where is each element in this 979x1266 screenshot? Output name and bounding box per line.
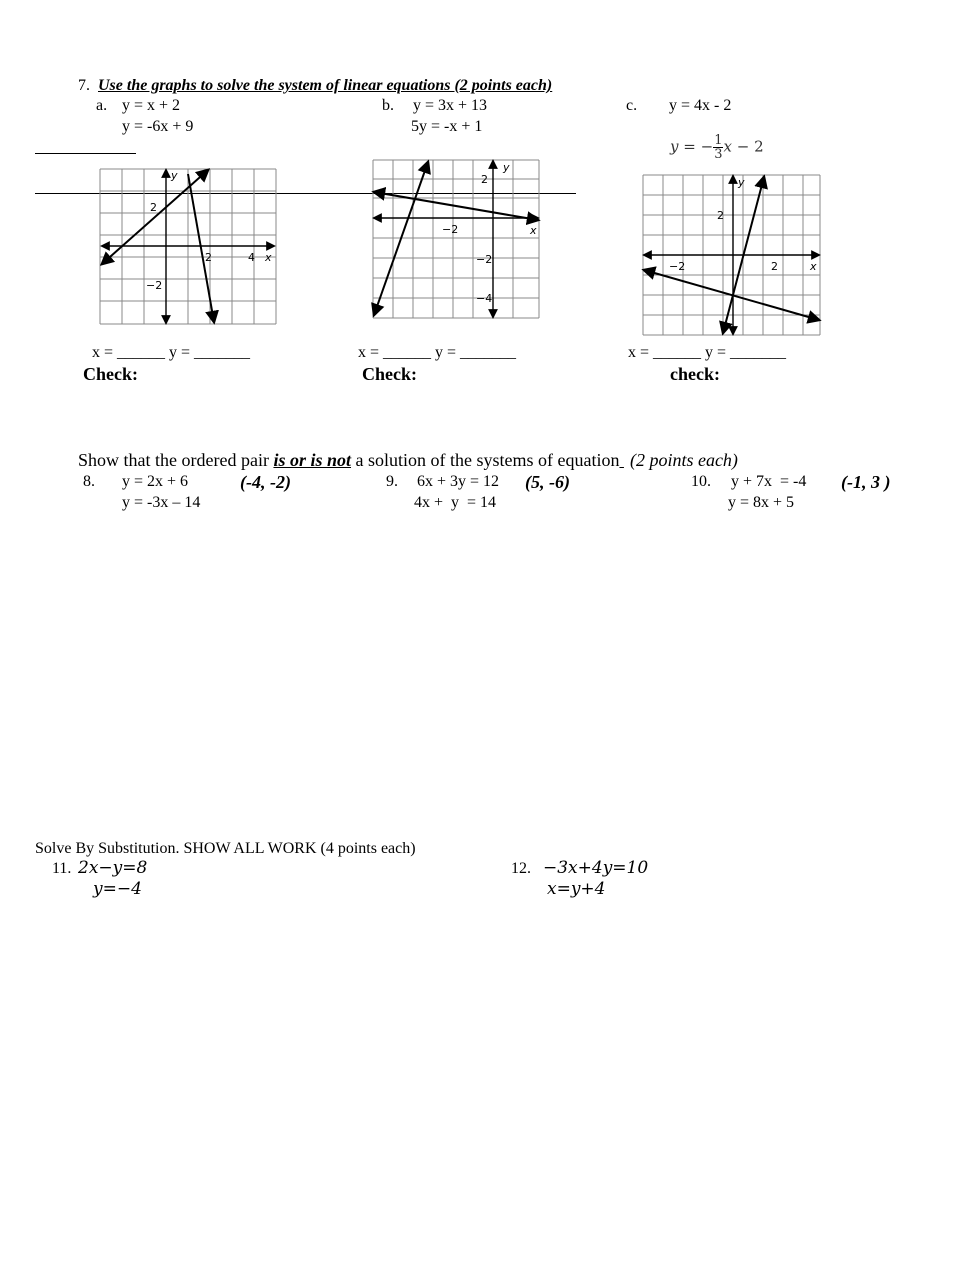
graph-c-tick-x2: 2: [771, 260, 778, 273]
graph-a-tick-y2: 2: [150, 201, 157, 214]
points-note: (2 points each): [629, 450, 738, 470]
graph-b-tick-y2: 2: [481, 173, 488, 186]
question-7-title: Use the graphs to solve the system of linear equations (2 points each): [98, 77, 553, 94]
problem-a-eq2: y = -6x + 9: [122, 118, 194, 135]
problem-12-eq2: x=y+4: [547, 879, 606, 899]
short-rule: [35, 153, 136, 154]
graph-b-tick-xm2: −2: [442, 223, 459, 236]
graph-b-tick-ym2: −2: [476, 253, 493, 266]
problem-a-eq1: y = x + 2: [122, 97, 181, 114]
problem-8-number: 8.: [83, 473, 95, 490]
graph-a-tick-x4: 4: [248, 251, 255, 264]
graph-c-y-label: y: [738, 176, 745, 189]
problem-c-eq1: y = 4x - 2: [669, 97, 732, 114]
problem-9-eq1: 6x + 3y = 12: [417, 473, 500, 490]
graph-c-tick-xm2: −2: [669, 260, 686, 273]
graph-a-line-1: [102, 170, 208, 264]
problem-10-ordered-pair: (-1, 3 ): [841, 472, 891, 492]
problem-10-eq2: y = 8x + 5: [728, 494, 795, 511]
fraction: $\frac{1}{3}$: [714, 133, 723, 162]
problem-12-eq1: −3x+4y=10: [543, 858, 649, 878]
graph-a-x-label: x: [265, 251, 272, 264]
problem-b-eq1: y = 3x + 13: [413, 97, 488, 114]
problem-c-answer-line[interactable]: x = ______ y = _______: [628, 344, 787, 361]
ordered-pair-instructions: Show that the ordered pair is or is not a solution of the systems of equation (2 points each): [78, 450, 738, 470]
is-or-is-not: is or is not: [273, 450, 351, 470]
problem-8-eq1: y = 2x + 6: [122, 473, 189, 490]
problem-b-letter: b.: [382, 97, 394, 114]
graph-c: [640, 172, 825, 342]
problem-9-number: 9.: [386, 473, 398, 490]
problem-11-number: 11.: [52, 860, 72, 877]
graph-a-tick-x2: 2: [205, 251, 212, 264]
graph-b-y-label: y: [503, 161, 510, 174]
problem-12-number: 12.: [511, 860, 531, 877]
problem-9-ordered-pair: (5, -6): [525, 472, 570, 492]
question-7-heading: [78, 76, 552, 96]
problem-c-check: check:: [670, 364, 720, 384]
problem-8-eq2: y = -3x – 14: [122, 494, 201, 511]
problem-b-check: Check:: [362, 364, 417, 384]
problem-c-letter: c.: [626, 97, 638, 114]
problem-10-eq1: y + 7x = -4: [731, 473, 807, 490]
problem-b-answer-line[interactable]: x = ______ y = _______: [358, 344, 517, 361]
problem-11-eq1: 2x−y=8: [78, 858, 148, 878]
problem-8-ordered-pair: (-4, -2): [240, 472, 291, 492]
problem-b-eq2: 5y = -x + 1: [411, 118, 483, 135]
graph-a-y-label: y: [171, 169, 178, 182]
problem-c-eq2: y = − $\frac{1}{3}$ x − 2: [670, 133, 764, 162]
graph-c-tick-y2: 2: [717, 209, 724, 222]
graph-b-x-label: x: [530, 224, 537, 237]
graph-b: [370, 158, 545, 323]
substitution-heading: Solve By Substitution. SHOW ALL WORK (4 points each): [35, 840, 416, 857]
problem-a-letter: a.: [96, 97, 108, 114]
problem-a-answer-line[interactable]: x = ______ y = _______: [92, 344, 251, 361]
problem-10-number: 10.: [691, 473, 711, 490]
graph-a-tick-ym2: −2: [146, 279, 163, 292]
graph-a: [98, 164, 283, 329]
problem-9-eq2: 4x + y = 14: [414, 494, 497, 511]
problem-11-eq2: y=−4: [93, 879, 142, 899]
graph-b-grid: [373, 160, 539, 318]
question-number: 7.: [78, 77, 90, 94]
problem-a-check: Check:: [83, 364, 138, 384]
graph-c-x-label: x: [810, 260, 817, 273]
graph-b-tick-ym4: −4: [476, 292, 493, 305]
